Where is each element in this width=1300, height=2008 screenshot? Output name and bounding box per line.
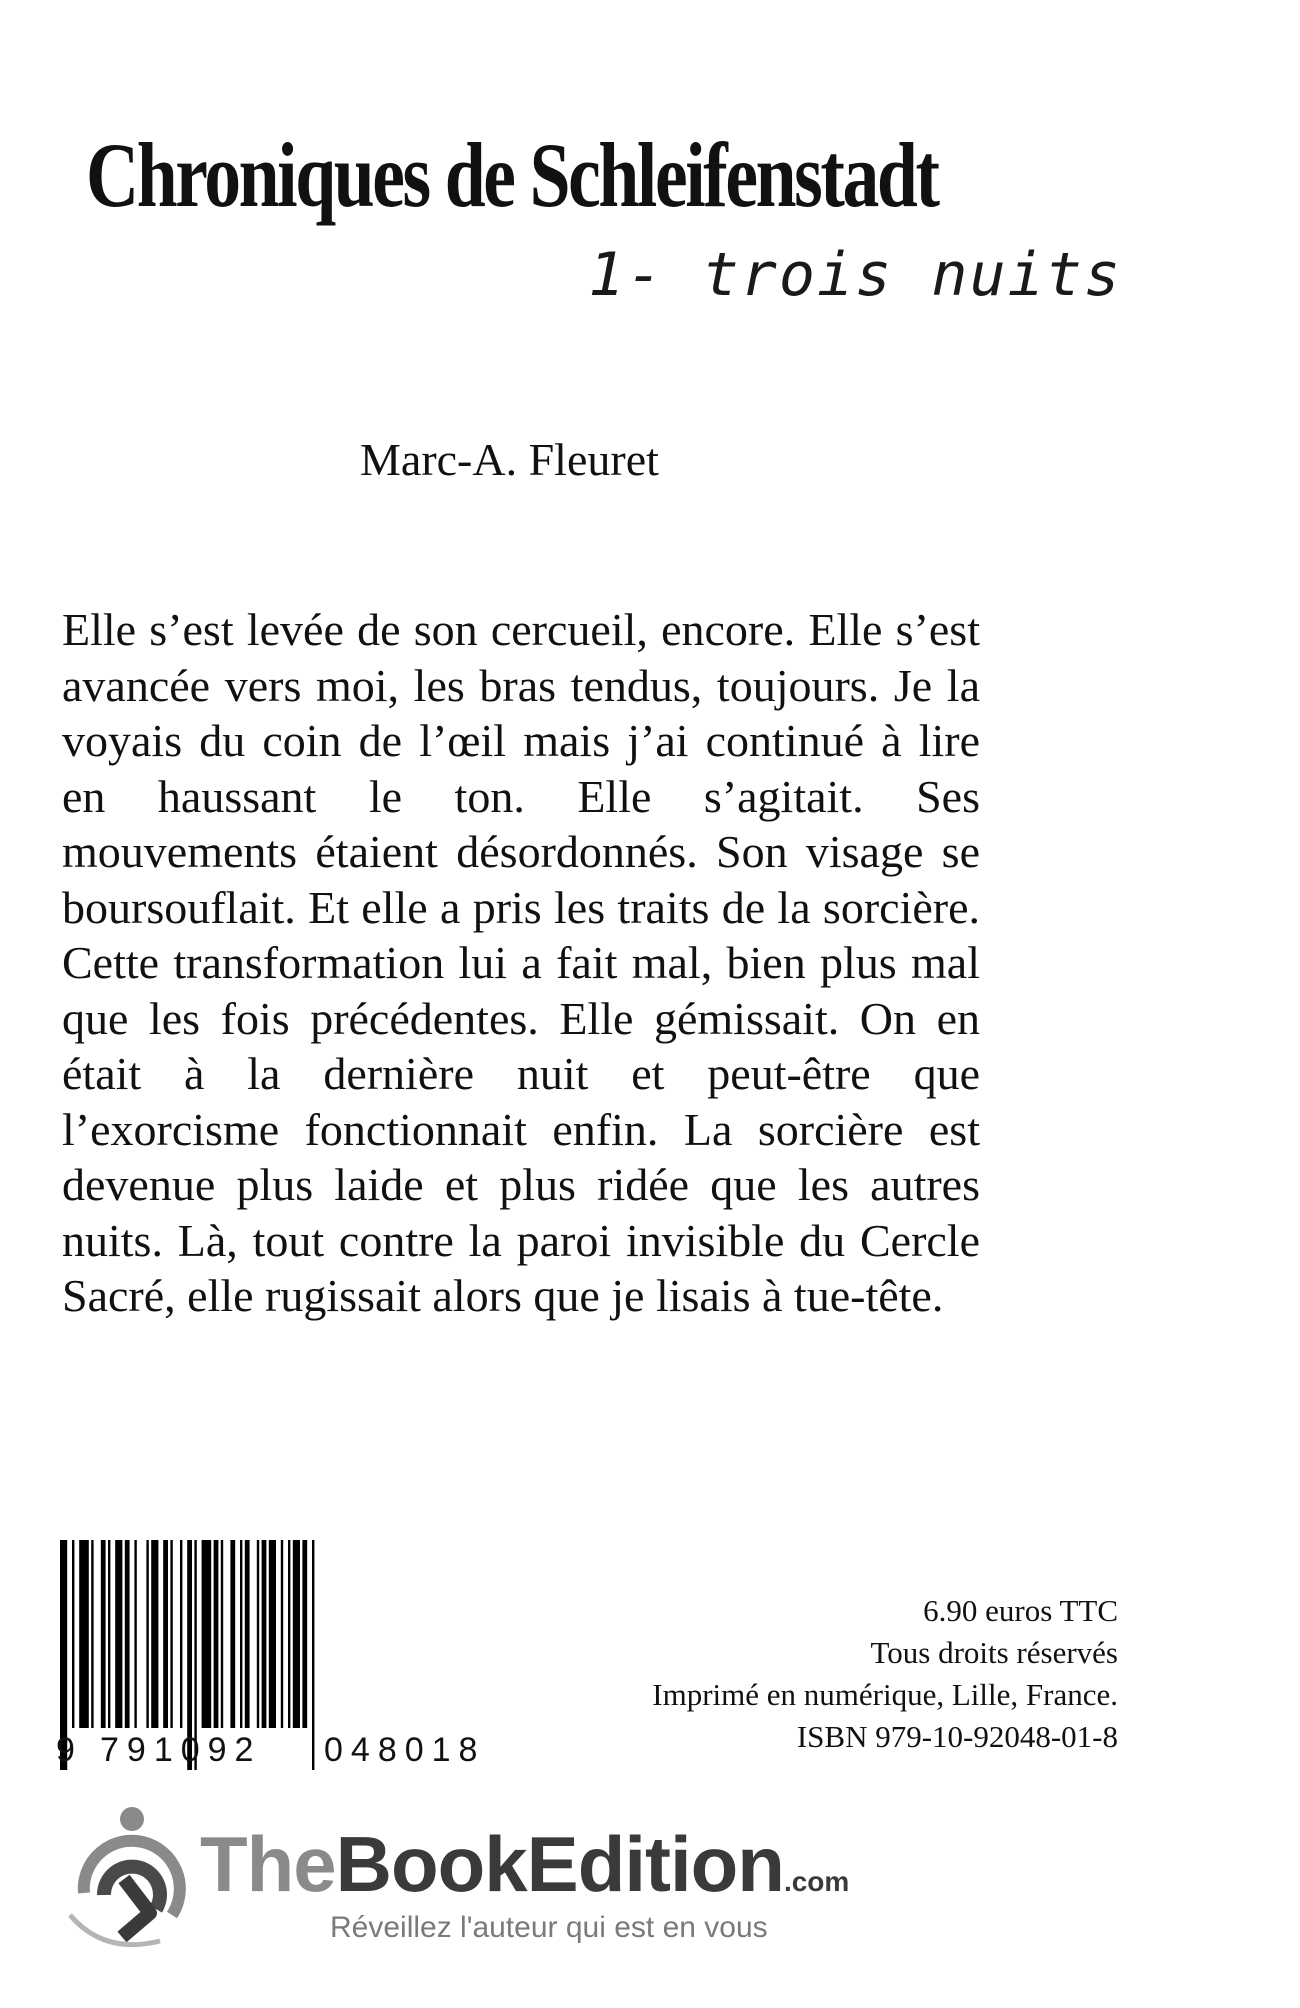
barcode-bar — [262, 1540, 267, 1728]
rights-notice: Tous droits réservés — [870, 1635, 1118, 1670]
barcode-bar — [221, 1540, 223, 1728]
publisher-logo — [64, 1805, 850, 1975]
barcode-bar — [245, 1540, 250, 1728]
barcode-bar — [146, 1540, 148, 1728]
brand-main: BookEdition — [335, 1820, 784, 1908]
barcode-bar — [269, 1540, 276, 1728]
barcode-bar — [281, 1540, 283, 1728]
barcode-bar — [214, 1540, 219, 1728]
barcode-bar — [288, 1540, 290, 1728]
publisher-swirl-icon — [64, 1805, 194, 1955]
barcode-bar — [230, 1540, 235, 1728]
barcode-bar — [134, 1540, 136, 1728]
barcode-bar — [293, 1540, 300, 1728]
barcode-bar — [257, 1540, 259, 1728]
back-cover-blurb: Elle s’est levée de son cercueil, encore. Elle s’est avancée vers moi, les bras tendus, toujours. Je la voyais du coin de l’œil mais j’ai continué à lire en haussant le ton. Elle s’agitait. Ses mouvements étaient désordonnés. Son visage se boursouflait. Et elle a pris les traits de la sorcière. Cette transformation lui a fait mal, bien plus mal que les fois précédentes. Elle gémissait. On en était à la dernière nuit et peut-être que l’exorcisme fonctionnait enfin. La sorcière est devenue plus laide et plus ridée que les autres nuits. Là, tout contre la paroi invisible du Cercle Sacré, elle rugissait alors que je lisais à tue-tête. — [62, 604, 980, 1321]
isbn: ISBN 979-10-92048-01-8 — [796, 1719, 1118, 1754]
legal-info — [558, 1590, 1118, 1758]
barcode-bar — [72, 1540, 74, 1728]
barcode-bar — [302, 1540, 307, 1728]
barcode-bar — [163, 1540, 168, 1728]
barcode-digits — [56, 1730, 526, 1770]
barcode-bar — [79, 1540, 89, 1728]
book-title: Chroniques de Schleifenstadt — [86, 124, 938, 226]
brand-the: The — [200, 1820, 336, 1908]
barcode-bar — [151, 1540, 158, 1728]
barcode-bar — [108, 1540, 110, 1728]
price: 6.90 euros TTC — [923, 1593, 1118, 1628]
barcode-bar — [180, 1540, 182, 1728]
barcode-bar — [115, 1540, 122, 1728]
print-info: Imprimé en numérique, Lille, France. — [652, 1677, 1118, 1712]
publisher-tagline: Réveillez l'auteur qui est en vous — [330, 1911, 768, 1944]
barcode-digits-left: 791092 — [100, 1731, 262, 1769]
barcode-bar — [240, 1540, 242, 1728]
barcode-bar — [101, 1540, 106, 1728]
barcode-digit-first: 9 — [56, 1731, 83, 1769]
book-subtitle: 1- trois nuits — [588, 240, 1122, 310]
barcode-digits-right: 048018 — [324, 1731, 486, 1769]
barcode-bar — [125, 1540, 130, 1728]
barcode-bar — [170, 1540, 172, 1728]
author-name: Marc-A. Fleuret — [360, 434, 659, 485]
barcode-bar — [91, 1540, 93, 1728]
brand-domain: .com — [783, 1866, 850, 1897]
barcode-bar — [202, 1540, 212, 1728]
